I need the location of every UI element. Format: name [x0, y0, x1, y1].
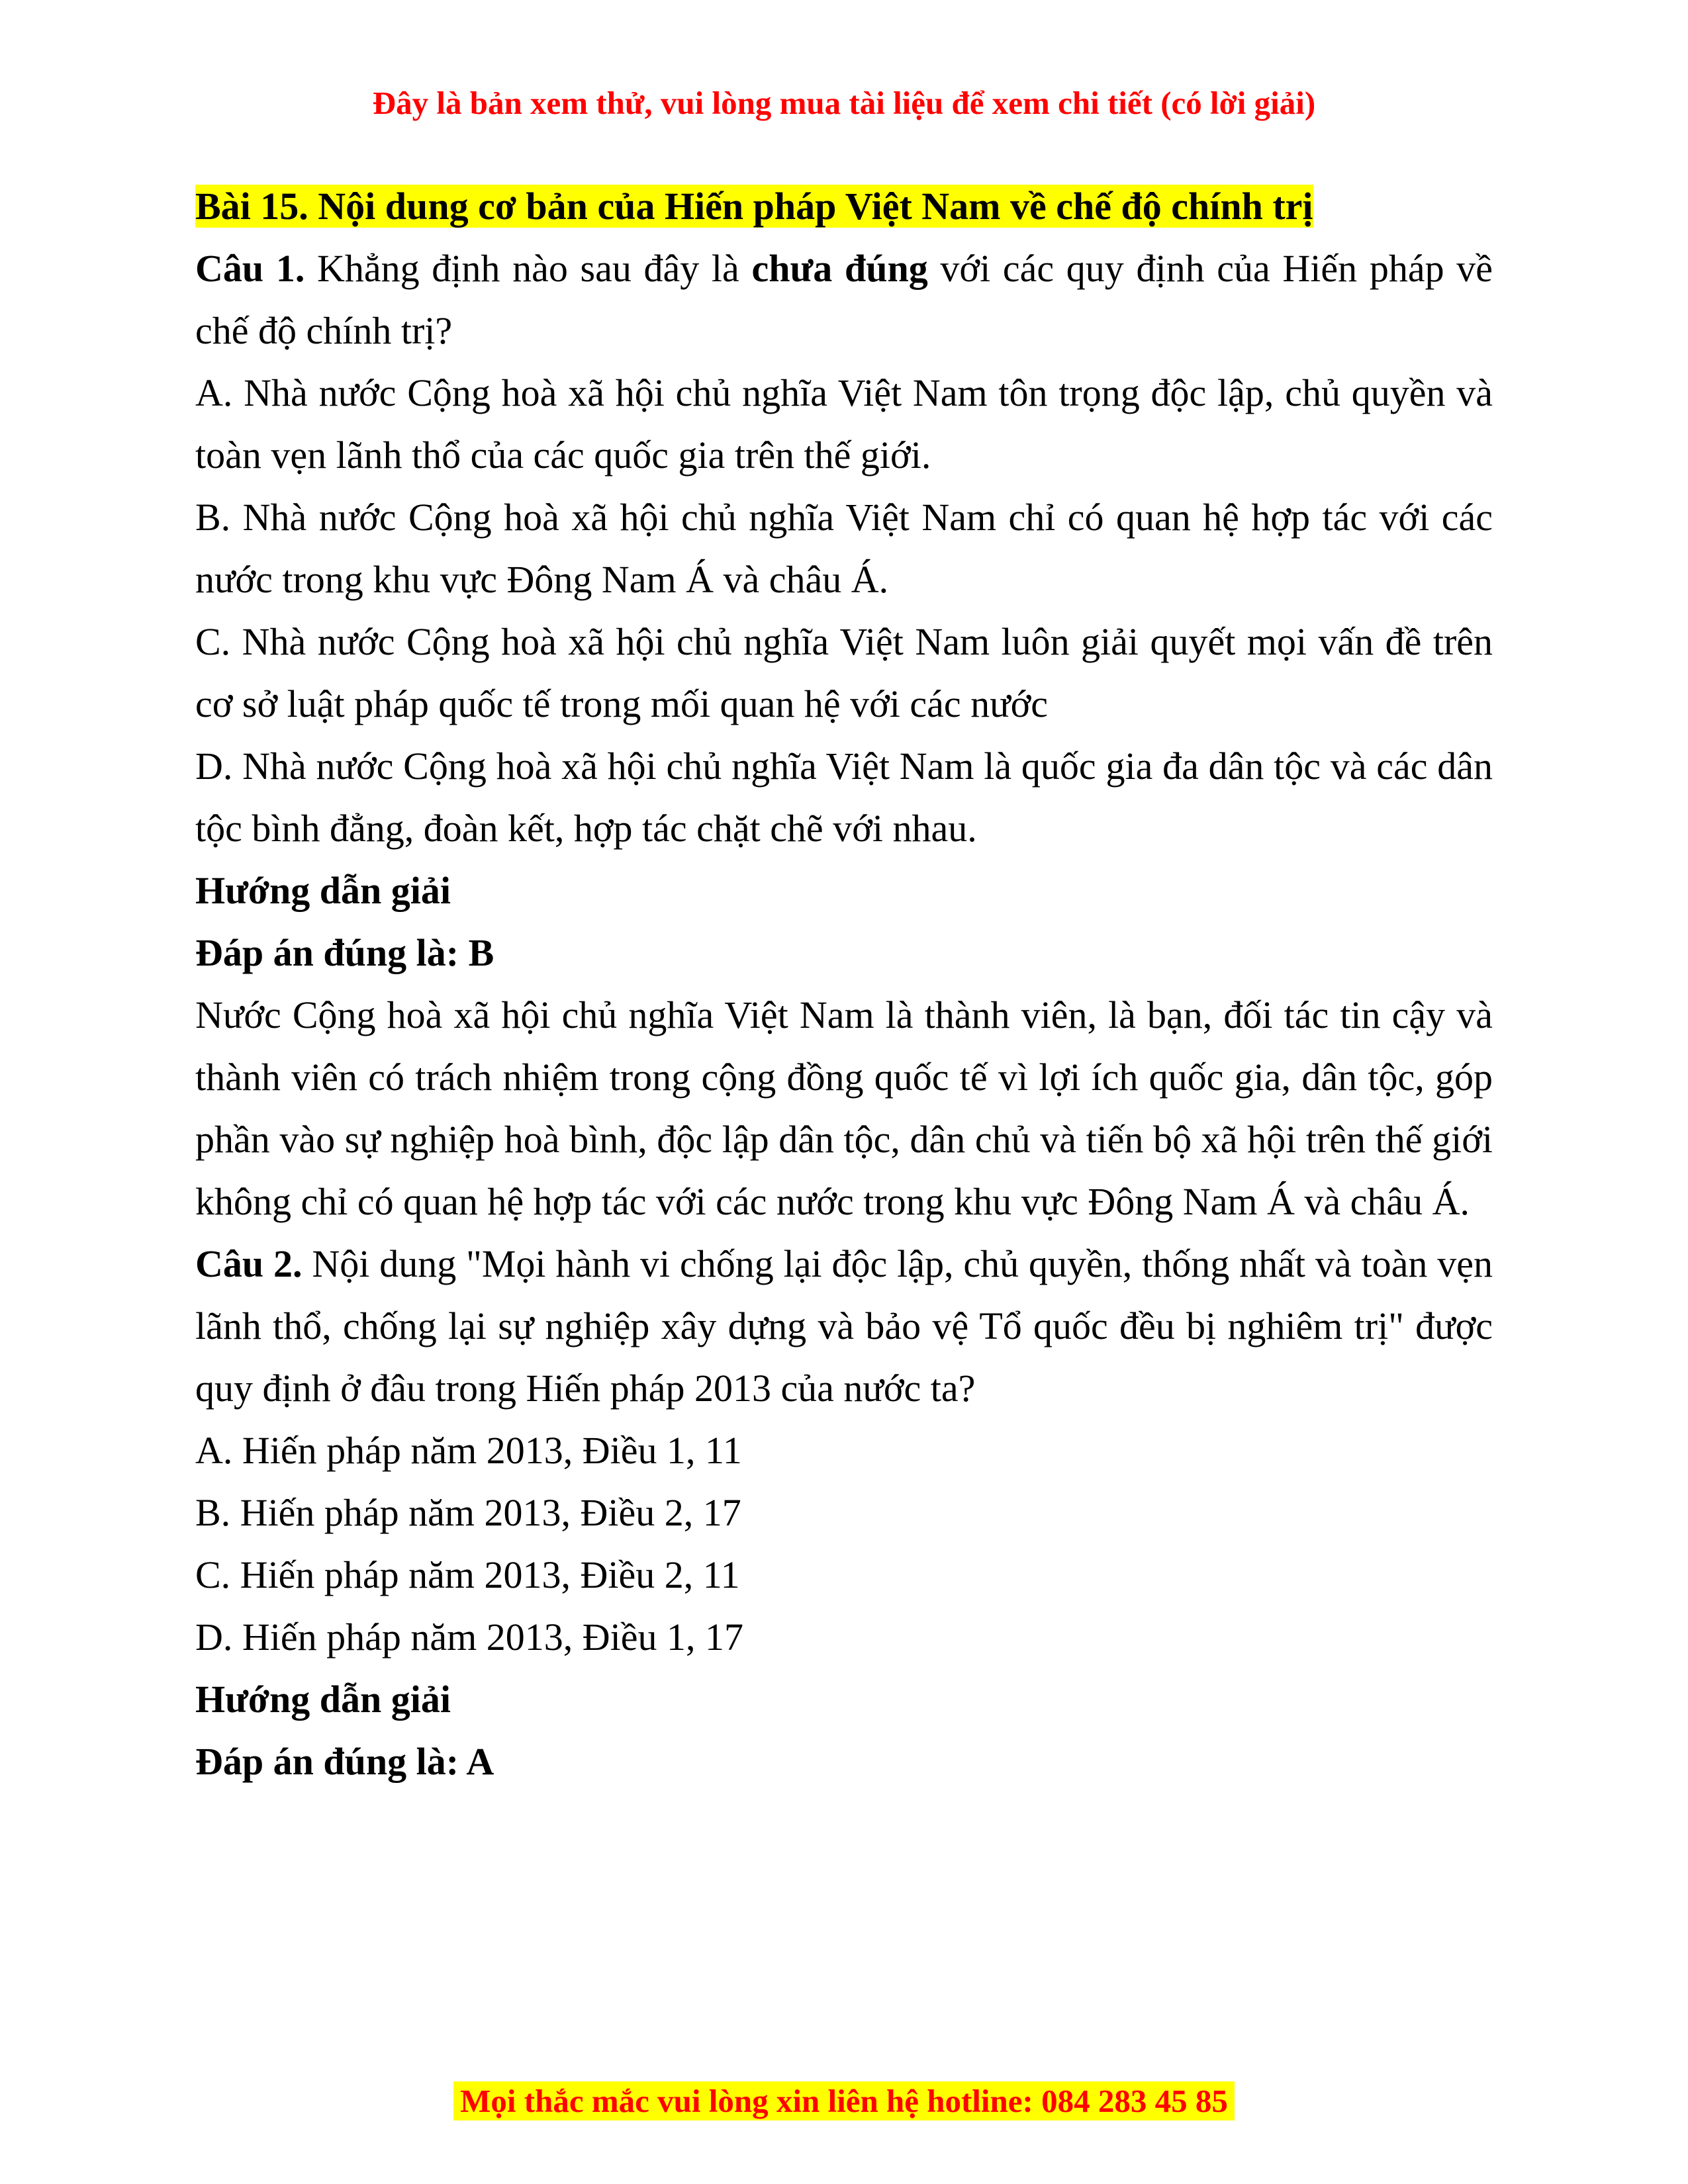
- question-1-text-after: với các quy định của Hiến pháp về chế độ chính trị?: [195, 247, 1493, 352]
- question-1-emphasis: chưa đúng: [751, 247, 928, 290]
- question-2-text: [195, 1233, 1493, 1420]
- question-2-option-b: B. Hiến pháp năm 2013, Điều 2, 17: [195, 1491, 741, 1534]
- question-1-option-d: D. Nhà nước Cộng hoà xã hội chủ nghĩa Việt Nam là quốc gia đa dân tộc và các dân tộc bình đẳng, đoàn kết, hợp tác chặt chẽ với nhau.: [195, 745, 1493, 850]
- question-2-option-c: C. Hiến pháp năm 2013, Điều 2, 11: [195, 1553, 740, 1596]
- question-1-option-a: A. Nhà nước Cộng hoà xã hội chủ nghĩa Việt Nam tôn trọng độc lập, chủ quyền và toàn vẹn lãnh thổ của các quốc gia trên thế giới.: [195, 371, 1493, 477]
- question-1-guide-heading: Hướng dẫn giải: [195, 869, 451, 912]
- question-2-text-body: Nội dung "Mọi hành vi chống lại độc lập, chủ quyền, thống nhất và toàn vẹn lãnh thổ, chống lại sự nghiệp xây dựng và bảo vệ Tổ quốc đều bị nghiêm trị" được quy định ở đâu trong Hiến pháp 2013 của nước ta?: [195, 1242, 1493, 1410]
- question-1-label: Câu 1.: [195, 247, 305, 290]
- footer-hotline: Mọi thắc mắc vui lòng xin liên hệ hotline: 084 283 45 85: [453, 2081, 1235, 2120]
- question-1-option-c: C. Nhà nước Cộng hoà xã hội chủ nghĩa Việt Nam luôn giải quyết mọi vấn đề trên cơ sở luật pháp quốc tế trong mối quan hệ với các nước: [195, 620, 1493, 725]
- question-1-text-before: Khẳng định nào sau đây là: [305, 247, 752, 290]
- preview-notice: Đây là bản xem thử, vui lòng mua tài liệu để xem chi tiết (có lời giải): [372, 85, 1316, 121]
- footer: [0, 2079, 1688, 2123]
- question-1-text: [195, 238, 1493, 362]
- question-2-option-d: D. Hiến pháp năm 2013, Điều 1, 17: [195, 1615, 743, 1659]
- lesson-title: Bài 15. Nội dung cơ bản của Hiến pháp Việt Nam về chế độ chính trị: [195, 185, 1313, 228]
- question-2-option-a: A. Hiến pháp năm 2013, Điều 1, 11: [195, 1429, 742, 1472]
- question-1-answer: Đáp án đúng là: B: [195, 931, 494, 974]
- question-2-answer: Đáp án đúng là: A: [195, 1740, 494, 1783]
- question-1-explanation: Nước Cộng hoà xã hội chủ nghĩa Việt Nam là thành viên, là bạn, đối tác tin cậy và thành viên có trách nhiệm trong cộng đồng quốc tế vì lợi ích quốc gia, dân tộc, góp phần vào sự nghiệp hoà bình, độc lập dân tộc, dân chủ và tiến bộ xã hội trên thế giới không chỉ có quan hệ hợp tác với các nước trong khu vực Đông Nam Á và châu Á.: [195, 993, 1493, 1223]
- question-2-guide-heading: Hướng dẫn giải: [195, 1678, 451, 1721]
- lesson-title-line: [195, 175, 1493, 238]
- question-2-label: Câu 2.: [195, 1242, 303, 1285]
- question-1-option-b: B. Nhà nước Cộng hoà xã hội chủ nghĩa Việt Nam chỉ có quan hệ hợp tác với các nước trong khu vực Đông Nam Á và châu Á.: [195, 496, 1493, 601]
